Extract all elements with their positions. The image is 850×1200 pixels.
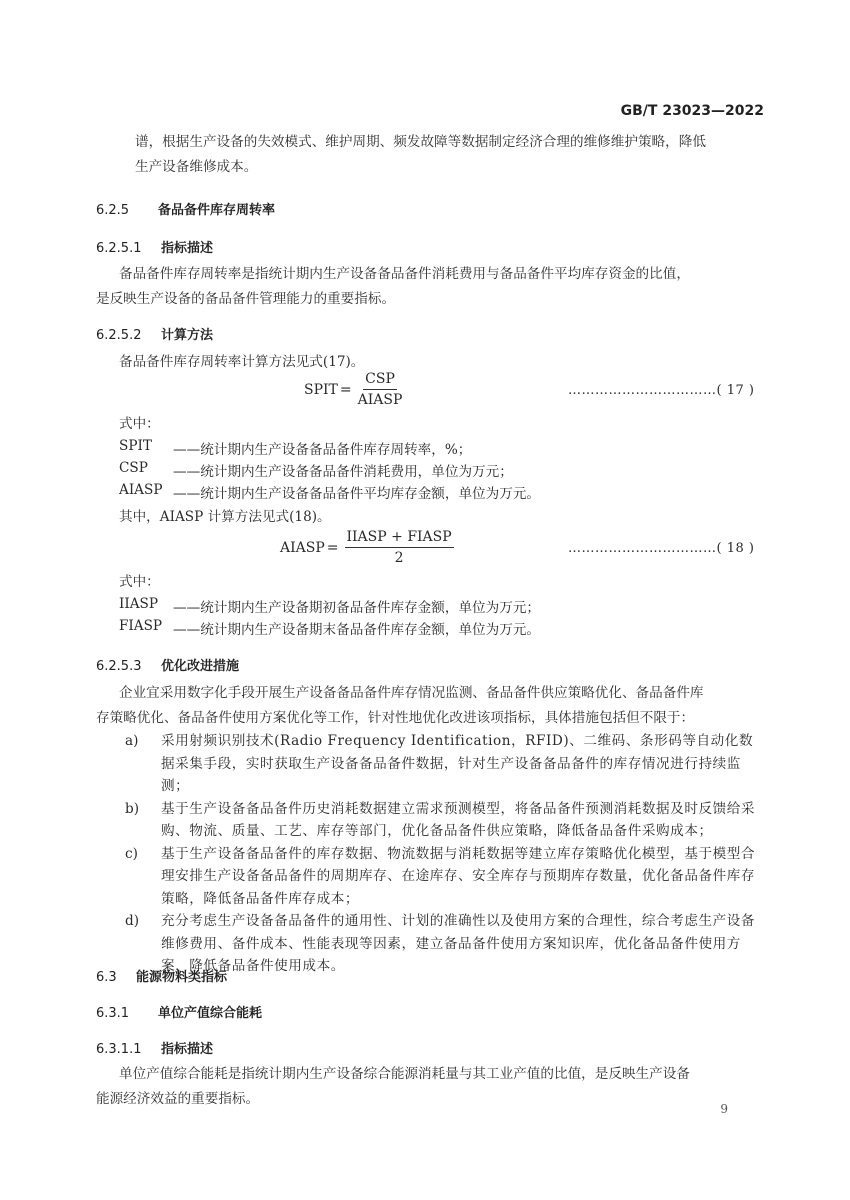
formula-fraction [358, 371, 403, 408]
definition-item [119, 618, 540, 640]
page-number: 9 [720, 1102, 728, 1116]
paragraph-aiasp-intro: 其中，AIASP 计算方法见式(18)。 [119, 509, 331, 525]
definitions-18 [119, 596, 540, 640]
list-item [125, 730, 756, 798]
definition-item [119, 596, 540, 618]
formula-18 [280, 529, 454, 566]
heading-6-3-1-1 [96, 1038, 213, 1057]
where-label-1: 式中： [119, 416, 160, 432]
heading-6-2-5-2 [96, 324, 213, 343]
heading-title: 单位产值综合能耗 [158, 1006, 263, 1021]
formula-17 [304, 371, 402, 408]
heading-6-2-5 [96, 199, 275, 218]
paragraph-continuation-line2: 生产设备维修成本。 [135, 159, 258, 175]
list-marker: c) [125, 845, 138, 862]
where-label-2: 式中： [119, 574, 160, 590]
definition-text: ——统计期内生产设备备品备件平均库存金额，单位为万元。 [173, 486, 541, 502]
list-marker: a) [125, 733, 139, 749]
definition-item [119, 460, 540, 482]
heading-number: 6.3.1.1 [96, 1042, 142, 1057]
list-marker: d) [125, 913, 140, 929]
formula-denominator: AIASP [357, 392, 403, 408]
definition-text: ——统计期内生产设备期末备品备件库存金额，单位为万元。 [173, 622, 541, 638]
equation-number-18: ……………………………( 18 ) [568, 541, 755, 556]
definition-symbol: FIASP [119, 618, 163, 634]
list-item-text: 基于生产设备备品备件的库存数据、物流数据与消耗数据等建立库存策略优化模型，基于模型合理安排生产设备备品备件的周期库存、在途库存、安全库存与预期库存数量，优化备品备件库存策略，降低备品备件库存成本； [161, 845, 756, 907]
definition-symbol: SPIT [119, 438, 152, 454]
heading-6-3-1 [96, 1002, 262, 1021]
list-item [125, 798, 756, 843]
heading-number: 6.2.5.3 [96, 659, 142, 674]
paragraph-continuation-line1: 谱，根据生产设备的失效模式、维护周期、频发故障等数据制定经济合理的维修维护策略，降低 [135, 134, 706, 150]
heading-6-3 [96, 966, 227, 985]
heading-title: 优化改进措施 [161, 659, 240, 674]
heading-title: 指标描述 [161, 1042, 214, 1057]
paragraph-opt-intro-line2: 存策略优化、备品备件使用方案优化等工作，针对性地优化改进该项指标，具体措施包括但不限于： [96, 710, 695, 726]
paragraph-opt-intro-line1: 企业宜采用数字化手段开展生产设备备品备件库存情况监测、备品备件供应策略优化、备品备件库 [119, 685, 704, 701]
heading-number: 6.3 [96, 970, 117, 985]
heading-number: 6.2.5.2 [96, 328, 142, 343]
definition-text: ——统计期内生产设备备品备件消耗费用，单位为万元； [173, 464, 513, 480]
heading-number: 6.3.1 [96, 1006, 130, 1021]
list-item-text: 基于生产设备备品备件历史消耗数据建立需求预测模型，将备品备件预测消耗数据及时反馈给采购、物流、质量、工艺、库存等部门，优化备品备件供应策略，降低备品备件采购成本； [161, 800, 756, 839]
definition-text: ——统计期内生产设备备品备件库存周转率，%； [173, 442, 472, 458]
heading-number: 6.2.5 [96, 203, 130, 218]
paragraph-calc-intro: 备品备件库存周转率计算方法见式(17)。 [119, 354, 365, 370]
formula-equals: = [326, 539, 339, 556]
formula-lhs: AIASP [280, 539, 325, 556]
measures-list [125, 730, 756, 978]
definition-symbol: CSP [119, 460, 148, 476]
formula-equals: = [339, 381, 352, 398]
list-item [125, 843, 756, 911]
definition-text: ——统计期内生产设备期初备品备件库存金额，单位为万元； [173, 600, 541, 616]
formula-denominator: 2 [394, 550, 404, 566]
equation-number-17: ……………………………( 17 ) [568, 383, 755, 398]
paragraph-desc-631-line1: 单位产值综合能耗是指统计期内生产设备综合能源消耗量与其工业产值的比值，是反映生产设备 [119, 1066, 690, 1082]
heading-title: 能源物料类指标 [136, 970, 228, 985]
heading-title: 备品备件库存周转率 [158, 203, 276, 218]
definition-symbol: IIASP [119, 596, 159, 612]
heading-title: 计算方法 [161, 328, 214, 343]
formula-numerator: CSP [363, 371, 397, 390]
heading-number: 6.2.5.1 [96, 241, 142, 256]
list-item-text: 充分考虑生产设备备品备件的通用性、计划的准确性以及使用方案的合理性，综合考虑生产设备维修费用、备件成本、性能表现等因素，建立备品备件使用方案知识库，优化备品备件使用方案，降低备品备件使用成本。 [161, 913, 756, 974]
paragraph-desc-625-line1: 备品备件库存周转率是指统计期内生产设备备品备件消耗费用与备品备件平均库存资金的比值， [119, 266, 690, 282]
standard-code: GB/T 23023—2022 [620, 103, 764, 119]
definition-item [119, 482, 540, 504]
heading-title: 指标描述 [161, 241, 214, 256]
definitions-17 [119, 438, 540, 504]
list-marker: b) [125, 800, 140, 817]
paragraph-desc-625-line2: 是反映生产设备的备品备件管理能力的重要指标。 [96, 291, 396, 307]
paragraph-desc-631-line2: 能源经济效益的重要指标。 [96, 1091, 260, 1107]
list-item-text: 采用射频识别技术(Radio Frequency Identification，RFID)、二维码、条形码等自动化数据采集手段，实时获取生产设备备品备件数据，针对生产设备备品备件的库存情况进行持续监测； [161, 733, 754, 794]
formula-lhs: SPIT [304, 381, 338, 398]
heading-6-2-5-3 [96, 655, 239, 674]
formula-numerator: IIASP + FIASP [345, 529, 454, 548]
formula-fraction [345, 529, 454, 566]
definition-symbol: AIASP [119, 482, 163, 498]
heading-6-2-5-1 [96, 237, 213, 256]
definition-item [119, 438, 540, 460]
